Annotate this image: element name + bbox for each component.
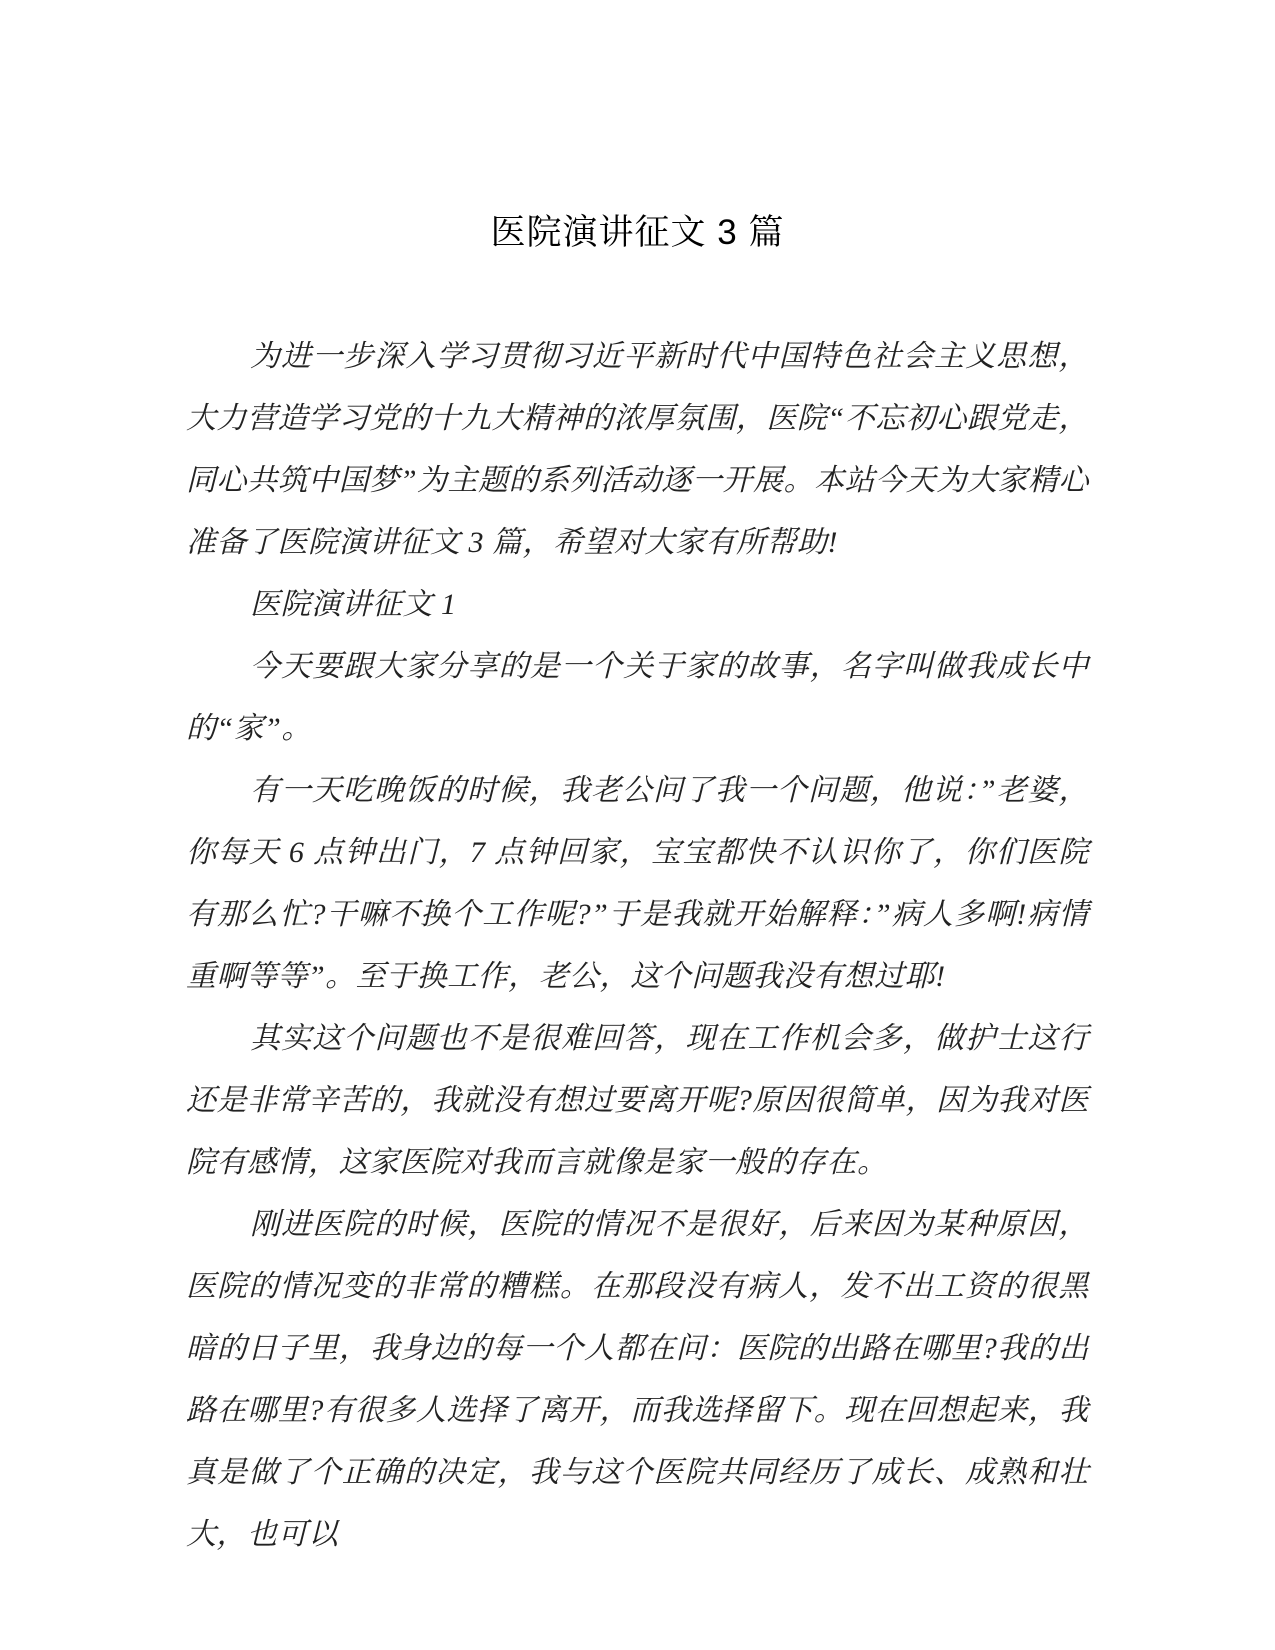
paragraph: 今天要跟大家分享的是一个关于家的故事，名字叫做我成长中的“家”。 (186, 650, 1089, 745)
document-title: 医院演讲征文 3 篇 (490, 213, 785, 252)
document-body (186, 326, 1089, 1566)
paragraph: 有一天吃晚饭的时候，我老公问了我一个问题，他说：”老婆，你每天 6 点钟出门，7 点钟回家，宝宝都快不认识你了，你们医院有那么忙?干嘛不换个工作呢?”于是我就开始解释：”病人多啊!病情重啊等等”。至于换工作，老公，这个问题我没有想过耶! (186, 774, 1089, 993)
paragraph: 为进一步深入学习贯彻习近平新时代中国特色社会主义思想，大力营造学习党的十九大精神的浓厚氛围，医院“不忘初心跟党走，同心共筑中国梦”为主题的系列活动逐一开展。本站今天为大家精心准备了医院演讲征文 3 篇，希望对大家有所帮助! (186, 340, 1089, 559)
paragraph: 医院演讲征文 1 (250, 588, 457, 621)
paragraph: 其实这个问题也不是很难回答，现在工作机会多，做护士这行还是非常辛苦的，我就没有想过要离开呢?原因很简单，因为我对医院有感情，这家医院对我而言就像是家一般的存在。 (186, 1022, 1089, 1179)
paragraph: 刚进医院的时候，医院的情况不是很好，后来因为某种原因，医院的情况变的非常的糟糕。在那段没有病人，发不出工资的很黑暗的日子里，我身边的每一个人都在问：医院的出路在哪里?我的出路在哪里?有很多人选择了离开，而我选择留下。现在回想起来，我真是做了个正确的决定，我与这个医院共同经历了成长、成熟和壮大，也可以 (186, 1208, 1089, 1551)
